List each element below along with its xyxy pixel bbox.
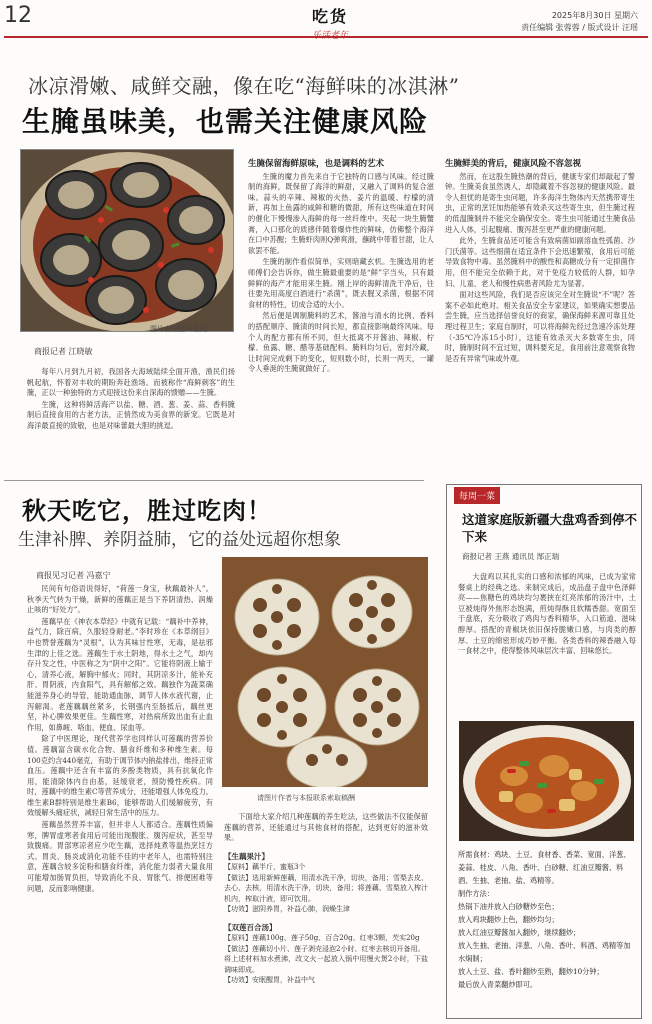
recipe1-line: 【原料】藕半斤，蜜瓶3个 — [224, 863, 306, 872]
sidebar-title: 这道家庭版新疆大盘鸡香到停不下来 — [462, 512, 638, 544]
paragraph: 除了中医理论，现代营养学也同样认可莲藕的营养价值。莲藕富含碳水化合物、膳食纤维和多种维生素。每100克约含440毫克，有助于调节体内钠盐排出，维持正常血压。莲藕中还含有丰富的多酚类物质，具有抗氧化作用，能清除体内自由基，延缓衰老，预防慢性疾病。同时，莲藕中的维生素C等营养成分，还能增强人体免疫力，维生素B群特别是维生素B6，能够帮助人们缓解疲劳，有效缓解头痛症状，减轻日常生活中的压力。 — [27, 734, 213, 818]
article2-title: 秋天吃它，胜过吃肉！ — [22, 497, 272, 525]
paragraph: 大盘鸡以其扎实的口感和浓郁的风味，已成为家常餐桌上的经典之选。来制完成后，成品盘子盘中色泽鲜亮——焦糖色的鸡块均匀裹挟在红亮浓郁的汤汁中，土豆被炖得外焦形态饱满，煎炖得酥且软糯香甜。宽面至于盘底，充分吸收了鸡肉与香料精华，入口筋道、滋味醇厚。搭配的青椒块依旧保持脆嫩口感，与肉类的醇厚、土豆的绵密形成巧妙平衡。各类香料的辣香融入每一食材之中，使得整体风味层次丰富、回味悠长。 — [458, 572, 636, 656]
recipe2-title: 【双莲百合汤】 — [224, 922, 277, 932]
recipe1-title: 【生藕果汁】 — [224, 851, 269, 861]
article2-byline: 商报见习记者 冯嘉宁 — [36, 571, 111, 580]
recipe2-line: 【功效】安眠醒胃，补益中气 — [224, 976, 315, 985]
paragraph: 莲藕虽然营养丰富，但并非人人都适合。莲藕性质偏寒，脾胃虚寒者食用后可能出现腹胀、腹泻症状，甚至导致腹痛。胃部寒凉者应少吃生藕，选择炖煮等温热烹饪方式。胃炎、肠炎或消化功能不佳的中老年人，也需特别注意，莲藕含较多淀粉和膳食纤维，消化能力弱者大量食用可能增加肠胃负担，导致消化不良、胃胀气、排便困难等问题，反而影响健康。 — [27, 820, 213, 893]
sidebar-byline: 商报记者 王燕 通讯员 郜正瑞 — [462, 552, 560, 561]
article2-column-1 — [27, 584, 213, 895]
ingredients-line: 所需食材：鸡块、土豆、食材香、香菜、宽面、洋葱、姜蒜、桂皮、八角、香叶、白砂糖、红油豆瓣酱、料酒、生抽、老抽、盐、鸡精等。 — [458, 850, 631, 885]
paragraph: 生腌的魔力首先来自于它独特的口感与风味。经过腌制的海鲜，既保留了海洋的鲜甜，又融入了调料的复合滋味。蒜头的辛辣、辣椒的火热、姜片的温暖、柠檬的清新，再加上鱼露的咸鲜和糖的微甜，所有这些味道在时间的催化下慢慢渗入海鲜的每一丝纤维中。夹起一块生腌蟹膏，入口那化的质感伴随着爆炸性的鲜味，仿佛整个海洋在口中苏醒；生腌虾肉则Q弹爽滑，蘸跳中带着甘甜，让人欲罢不能。 — [248, 171, 434, 255]
header-rule — [4, 36, 648, 38]
method-step: 最后放入青菜翻炒即可。 — [458, 980, 538, 989]
raw-marinated-seafood-photo — [20, 149, 234, 332]
article1-subtitle: 冰凉滑嫩、咸鲜交融，像在吃“海鲜味的冰淇淋” — [28, 74, 460, 98]
section-subtitle — [300, 28, 360, 41]
recipe2-line: 【做法】莲藕切小片、莲子剥壳浸泡2小时、红枣去核切开备用。 — [224, 944, 425, 953]
article1-title: 生腌虽味美，也需关注健康风险 — [22, 105, 429, 138]
paragraph: 然后便是调制腌料的艺术，酱油与清水的比例、香料的搭配顺序、腌渍的时间长短，都直接影响最终风味。每个人的配方都有所不同，但大抵离不开酱油、辣椒、柠檬、鱼露、糖、醋等基础配料。腌料均匀后，密封冷藏，让时间完成剩下的变化，短则数小时，长则一两天，一罐令人垂涎的生腌就做好了。 — [248, 311, 434, 374]
big-plate-chicken-photo — [459, 721, 634, 841]
paragraph: 然而，在这股生腌热潮的背后，健康专家们却敲起了警钟。生腌美食虽然诱人，却隐藏着不容忽视的健康风险。最令人担忧的是寄生虫问题，许多海洋生物体内天然携带寄生虫，正常的烹饪加热能够有效杀灭这些寄生虫，但生腌过程的低温腌制并不能完全确保安全。寄生虫可能通过生腌食品进入人体，引起腹痛、腹泻甚至更严重的健康问题。 — [445, 171, 635, 234]
recipe2-line: 【原料】莲藕100g、莲子50g、百合20g、红枣3颗、芡实20g — [224, 934, 420, 943]
method-step: 放入生抽、老抽、洋葱、八角、香叶、料酒、鸡精等加水焖制； — [458, 941, 631, 963]
method-step: 放入红油豆瓣酱加入翻炒，继续翻炒； — [458, 928, 581, 937]
method-step: 放入鸡块翻炒上色，翻炒均匀； — [458, 915, 559, 924]
section-divider — [4, 480, 424, 481]
article2-subtitle: 生津补脾、养阴益肺，它的益处远超你想象 — [18, 530, 341, 550]
article1-column-2 — [248, 156, 434, 376]
paragraph: 每年八月到九月初，我国各大海域陆续全面开渔，渔民们扬帆起航，怀着对丰收的期盼奔赴渔场。而被称作“海鲜刺客”的生腌，正以一种独特的方式迎接这份来自深海的馈赠——生腌。 — [27, 367, 235, 398]
article1-column-1 — [27, 367, 235, 433]
recipe1-line: 【做法】选用新鲜莲藕，用清水洗干净，切块，备用；雪梨去皮、去心、去核，用清水洗干净，切块，备用；将莲藕、雪梨放入榨汁机内，榨取汁液，即可饮用。 — [224, 873, 428, 903]
lotus-root-photo — [222, 557, 428, 787]
paragraph: 莲藕早在《神农本草经》中就有记载：“藕补中养神，益气力，除百病，久服轻身耐老。”李时珍在《本草纲目》中也赞誉莲藕为“灵根”，认为其味甘性寒，无毒，是祛邪生津的上佳之选。莲藕生于水土阴地，得水土之气，却内存升发之性，中医称之为“阴中之阳”。它能将阴液上输于心，清养心液，解胸中郁火；同时，其阴凉多汁，能补充肝、胃阴液，内食阳气，具有解郁之效。藕独作为蔬菜确能滋养身心的导管，能助通血脉，调节人体水液代谢，止泻解渴。老莲藕藕丝紧多，长钢强内至肠抵后，藕丝更坚，补心脾效果更佳。生藕性寒，对热病所致出血有止血作用，如鼻衄、咯血、便血、尿血等。 — [27, 616, 213, 732]
recipe2-line: 将上述材料加水煮沸，改文火一起放入锅中用慢火煲2小时，下盐调味即成。 — [224, 955, 428, 974]
sidebar-body — [458, 572, 636, 658]
article2-photo-caption: 请图片作者与本报联系索取稿酬 — [257, 794, 355, 802]
paragraph: 下面给大家介绍几种莲藕的养生吃法，这些做法不仅能保留莲藕的营养，还能通过与其他食材的搭配，达到更好的滋补效果。 — [224, 812, 428, 843]
paragraph: 民间有句俗语说得好，“荷莲一身宝，秋藕最补人”。秋季天气转为干燥，新鲜的莲藕正是当下养阴清热、润燥止咳的“好处方”。 — [27, 584, 213, 615]
article1-column-3 — [445, 156, 635, 365]
page-number: 12 — [4, 3, 32, 28]
editor-credit: 责任编辑 张蓉蓉 / 版式设计 汪瑶 — [521, 23, 638, 32]
sidebar-tag: 每周一菜 — [454, 487, 500, 504]
method-heading: 制作方法： — [458, 889, 494, 898]
paragraph: 面对这些风险，我们是否应该完全对生腌说“不”呢？答案不必如此绝对。相关食品安全专家建议，如果确实想要品尝生腌，应当选择信誉良好的商家，确保海鲜来源可靠且处理过程卫生；家庭自制时，可以将海鲜先经过急速冷冻处理（-35℃冷冻15小时），这能有效杀灭大多数寄生虫，同时，腌制时间不宜过短，调料要充足，食用前注意观察食物是否有异常气味或外观。 — [445, 290, 635, 363]
method-step: 热锅下油并放入白砂糖炒至色； — [458, 902, 559, 911]
recipe1-line: 【功效】滋阴养胃，补益心肺，润燥生津 — [224, 905, 350, 914]
article1-byline: 商报记者 江晓敏 — [34, 347, 93, 356]
article1-subhead-2: 生腌鲜美的背后，健康风险不容忽视 — [445, 159, 582, 169]
article2-column-2 — [224, 812, 428, 986]
method-step: 放入土豆、盐、香叶翻炒至熟，翻炒10分钟； — [458, 967, 604, 976]
sidebar-recipe — [458, 848, 636, 991]
issue-date: 2025年8月30日 星期六 — [551, 11, 638, 20]
article1-subhead-1: 生腌保留海鲜原味，也是调料的艺术 — [248, 159, 385, 169]
paragraph: 此外，生腌食品还可能含有致病菌如副溶血性弧菌、沙门氏菌等。这些细菌在适宜条件下会迅速繁殖，食用后可能导致食物中毒。虽然腌料中的酸性和高糖成分有一定抑菌作用，但不能完全依赖于此，对于免疫力较低的人群，如孕妇、儿童、老人和慢性病患者风险尤为显著。 — [445, 236, 635, 288]
paragraph: 生腌的制作看似简单，实则暗藏玄机。生腌选用的老师傅们会告诉你，做生腌最重要的是“鲜”字当头，只有最鲜鲜的海产才能用来生腌。刚上岸的海鲜清洗干净后，往往要先用高度白酒进行“杀菌”，既去腥又杀菌，根据不同食材的特性，切成合适的大小。 — [248, 257, 434, 309]
paragraph: 生腌，这种将鲜活海产以盐、糖、酒、葱、姜、蒜、香料腌制后直接食用的古老方法，正悄然成为美食界的新宠。它既是对海洋最直接的致敬，也是对味蕾最大胆的挑逗。 — [27, 399, 235, 430]
section-title: 吃货 — [311, 7, 348, 26]
article1-photo-caption: 图片由豆包AI生成 — [150, 325, 207, 333]
